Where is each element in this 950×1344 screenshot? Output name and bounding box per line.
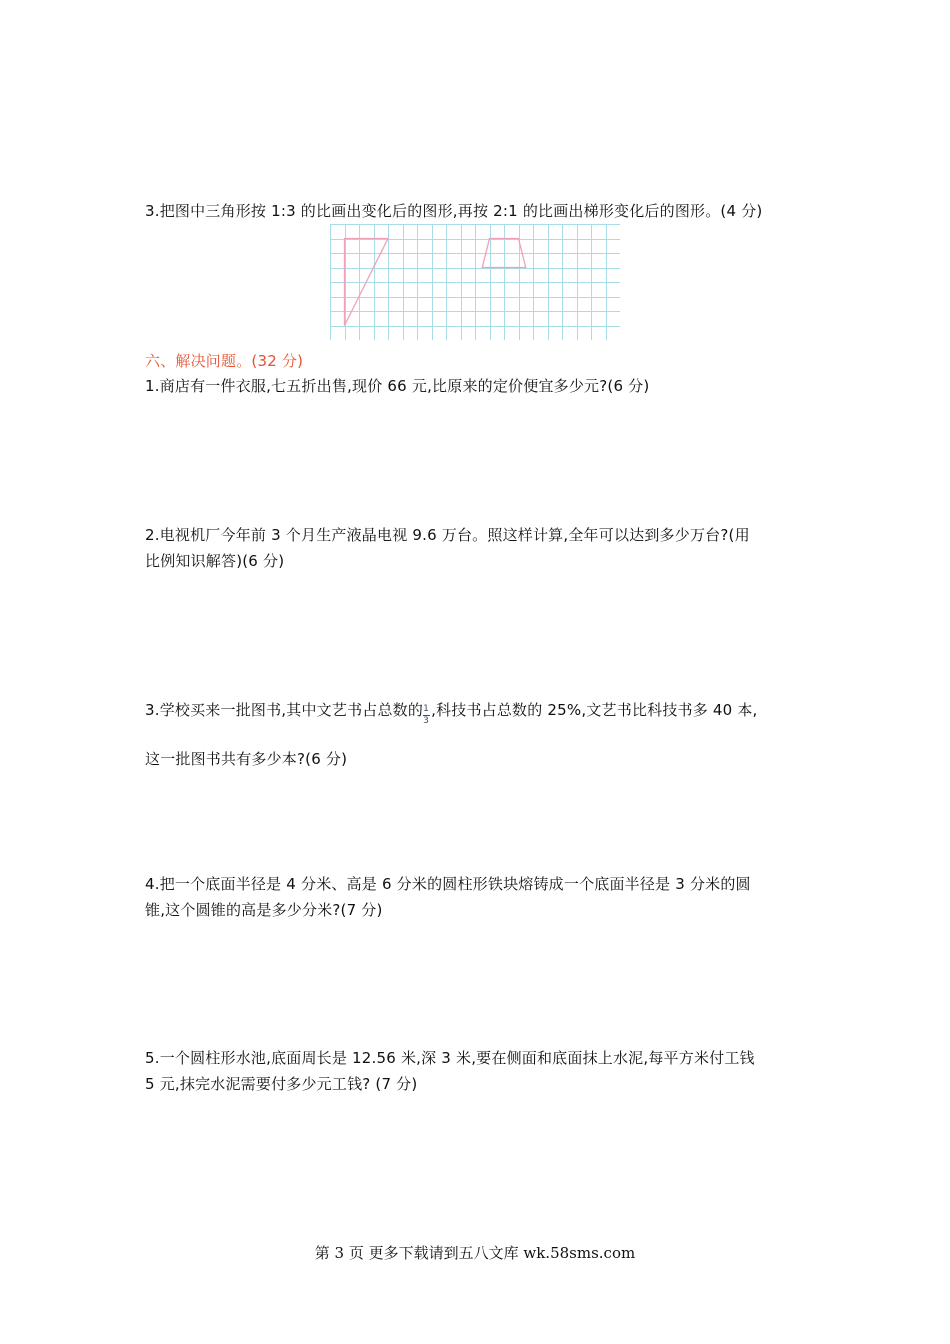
question-3-grid-drawing: 3.把图中三角形按 1:3 的比画出变化后的图形,再按 2:1 的比画出梯形变化后的图形。(4 分) xyxy=(145,202,763,220)
question-6-5-line1: 5.一个圆柱形水池,底面周长是 12.56 米,深 3 米,要在侧面和底面抹上水泥,每平方米付工钱 xyxy=(145,1049,755,1067)
fraction-one-third xyxy=(423,700,431,726)
section-6-title: 六、解决问题。(32 分) xyxy=(145,352,304,370)
question-6-2-line1: 2.电视机厂今年前 3 个月生产液晶电视 9.6 万台。照这样计算,全年可以达到多少万台?(用 xyxy=(145,526,750,544)
question-6-5-line2: 5 元,抹完水泥需要付多少元工钱? (7 分) xyxy=(145,1075,418,1093)
question-6-4-line1: 4.把一个底面半径是 4 分米、高是 6 分米的圆柱形铁块熔铸成一个底面半径是 3 分米的圆 xyxy=(145,875,751,893)
fraction-denominator: 3 xyxy=(423,716,430,726)
question-6-4-line2: 锥,这个圆锥的高是多少分米?(7 分) xyxy=(145,901,383,919)
page-footer: 第 3 页 更多下载请到五八文库 wk.58sms.com xyxy=(314,1244,636,1262)
question-6-2-line2: 比例知识解答)(6 分) xyxy=(145,552,285,570)
question-6-3-text-before: 3.学校买来一批图书,其中文艺书占总数的 xyxy=(145,701,424,719)
question-6-1: 1.商店有一件衣服,七五折出售,现价 66 元,比原来的定价便宜多少元?(6 分) xyxy=(145,377,650,395)
question-6-3-text-after: ,科技书占总数的 25%,文艺书比科技书多 40 本, xyxy=(431,701,758,719)
fraction-numerator: 1 xyxy=(423,704,430,714)
question-6-3-line1 xyxy=(145,700,758,726)
question-6-3-line2: 这一批图书共有多少本?(6 分) xyxy=(145,750,348,768)
grid-figure xyxy=(330,224,620,340)
grid-paper xyxy=(330,224,620,340)
